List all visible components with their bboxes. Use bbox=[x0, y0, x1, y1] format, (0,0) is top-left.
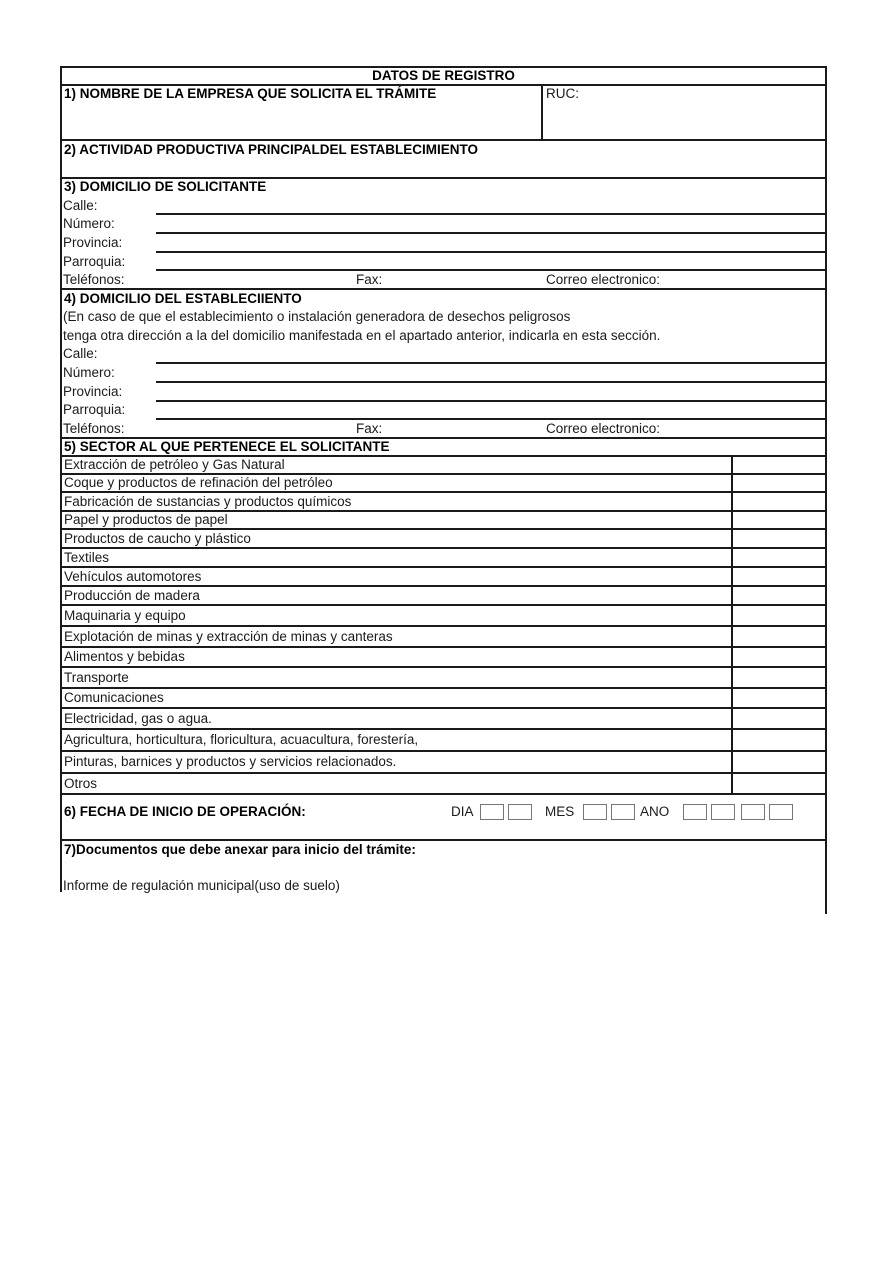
sector-row bbox=[61, 751, 826, 773]
sector-label: Vehículos automotores bbox=[64, 569, 202, 584]
sector-row bbox=[61, 729, 826, 751]
sector-label: Explotación de minas y extracción de minas y canteras bbox=[64, 629, 393, 644]
sector-label: Producción de madera bbox=[64, 588, 200, 603]
sector-row bbox=[61, 529, 826, 548]
divider bbox=[61, 288, 827, 290]
required-document-item: Informe de regulación municipal(uso de suelo) bbox=[63, 878, 340, 893]
establishment-provincia-field[interactable] bbox=[156, 400, 826, 402]
sector-row bbox=[61, 626, 826, 647]
sector-label: Productos de caucho y plástico bbox=[64, 531, 251, 546]
divider bbox=[61, 139, 827, 141]
section-4-note-line-2: tenga otra dirección a la del domicilio manifestada en el apartado anterior, indicarla en esta sección. bbox=[63, 328, 661, 343]
sector-label: Papel y productos de papel bbox=[64, 512, 228, 527]
sector-label: Transporte bbox=[64, 670, 129, 685]
sector-checkbox-cell[interactable] bbox=[732, 567, 826, 586]
sector-row bbox=[61, 688, 826, 708]
sector-label: Pinturas, barnices y productos y servicios relacionados. bbox=[64, 754, 397, 769]
ano-digit-2[interactable] bbox=[711, 804, 735, 820]
section-3-label: 3) DOMICILIO DE SOLICITANTE bbox=[64, 179, 267, 194]
applicant-parroquia-field[interactable] bbox=[156, 269, 826, 271]
sector-checkbox-cell[interactable] bbox=[732, 751, 826, 773]
sector-checkbox-cell[interactable] bbox=[732, 605, 826, 626]
applicant-parroquia-label: Parroquia: bbox=[63, 254, 126, 269]
company-name-field[interactable] bbox=[63, 104, 539, 138]
applicant-fax-label: Fax: bbox=[356, 272, 383, 287]
sector-checkbox-cell[interactable] bbox=[732, 626, 826, 647]
sector-label: Maquinaria y equipo bbox=[64, 608, 186, 623]
establishment-parroquia-field[interactable] bbox=[156, 418, 826, 420]
ano-digit-4[interactable] bbox=[769, 804, 793, 820]
ruc-divider bbox=[541, 85, 543, 140]
sector-checkbox-cell[interactable] bbox=[732, 529, 826, 548]
establishment-calle-field[interactable] bbox=[156, 362, 826, 364]
sector-checkbox-cell[interactable] bbox=[732, 492, 826, 511]
sector-label: Coque y productos de refinación del petróleo bbox=[64, 475, 333, 490]
section-5-label: 5) SECTOR AL QUE PERTENECE EL SOLICITANTE bbox=[64, 439, 390, 454]
applicant-telefonos-label: Teléfonos: bbox=[63, 272, 125, 287]
applicant-provincia-label: Provincia: bbox=[63, 235, 123, 250]
sector-label: Otros bbox=[64, 776, 98, 791]
dia-digit-2[interactable] bbox=[508, 804, 532, 820]
checkbox-column-divider bbox=[731, 456, 733, 794]
sector-checkbox-cell[interactable] bbox=[732, 511, 826, 529]
section-7-label: 7)Documentos que debe anexar para inicio del trámite: bbox=[64, 842, 416, 857]
mes-label: MES bbox=[545, 804, 575, 819]
dia-label: DIA bbox=[451, 804, 474, 819]
divider bbox=[61, 839, 827, 841]
ruc-label: RUC: bbox=[546, 86, 579, 101]
sector-checkbox-cell[interactable] bbox=[732, 474, 826, 492]
sector-row bbox=[61, 667, 826, 688]
sector-row bbox=[61, 492, 826, 511]
sector-row bbox=[61, 773, 826, 794]
applicant-provincia-field[interactable] bbox=[156, 251, 826, 253]
establishment-calle-label: Calle: bbox=[63, 346, 98, 361]
sector-checkbox-cell[interactable] bbox=[732, 456, 826, 474]
sector-label: Textiles bbox=[64, 550, 110, 565]
section-6-label: 6) FECHA DE INICIO DE OPERACIÓN: bbox=[64, 804, 306, 819]
sector-label: Agricultura, horticultura, floricultura, acuacultura, forestería, bbox=[64, 732, 419, 747]
applicant-calle-label: Calle: bbox=[63, 198, 98, 213]
main-activity-field[interactable] bbox=[63, 159, 823, 176]
establishment-provincia-label: Provincia: bbox=[63, 384, 123, 399]
sector-row bbox=[61, 548, 826, 567]
section-2-label: 2) ACTIVIDAD PRODUCTIVA PRINCIPALDEL ESTABLECIMIENTO bbox=[64, 142, 479, 157]
sector-checkbox-cell[interactable] bbox=[732, 688, 826, 708]
applicant-numero-field[interactable] bbox=[156, 232, 826, 234]
establishment-numero-field[interactable] bbox=[156, 381, 826, 383]
sector-checkbox-cell[interactable] bbox=[732, 586, 826, 605]
form-title: DATOS DE REGISTRO bbox=[372, 68, 515, 83]
mes-digit-2[interactable] bbox=[611, 804, 635, 820]
section-4-label: 4) DOMICILIO DEL ESTABLECIIENTO bbox=[64, 291, 302, 306]
sector-checkbox-cell[interactable] bbox=[732, 708, 826, 729]
establishment-parroquia-label: Parroquia: bbox=[63, 402, 126, 417]
sector-label: Extracción de petróleo y Gas Natural bbox=[64, 457, 285, 472]
sector-label: Alimentos y bebidas bbox=[64, 649, 185, 664]
establishment-telefonos-label: Teléfonos: bbox=[63, 421, 125, 436]
sector-checkbox-cell[interactable] bbox=[732, 647, 826, 667]
ano-digit-3[interactable] bbox=[741, 804, 765, 820]
divider bbox=[61, 793, 827, 795]
sector-label: Fabricación de sustancias y productos químicos bbox=[64, 494, 352, 509]
sector-label: Electricidad, gas o agua. bbox=[64, 711, 212, 726]
sector-row bbox=[61, 567, 826, 586]
section-1-label: 1) NOMBRE DE LA EMPRESA QUE SOLICITA EL TRÁMITE bbox=[64, 86, 437, 101]
ano-digit-1[interactable] bbox=[683, 804, 707, 820]
sector-checkbox-cell[interactable] bbox=[732, 729, 826, 751]
establishment-numero-label: Número: bbox=[63, 365, 115, 380]
dia-digit-1[interactable] bbox=[480, 804, 504, 820]
establishment-fax-label: Fax: bbox=[356, 421, 383, 436]
sector-label: Comunicaciones bbox=[64, 690, 164, 705]
sector-row bbox=[61, 511, 826, 529]
ruc-field[interactable] bbox=[545, 104, 823, 138]
sector-row bbox=[61, 647, 826, 667]
applicant-numero-label: Número: bbox=[63, 216, 115, 231]
section-4-note-line-1: (En caso de que el establecimiento o instalación generadora de desechos peligrosos bbox=[63, 309, 571, 324]
sector-row bbox=[61, 586, 826, 605]
establishment-email-label: Correo electronico: bbox=[546, 421, 661, 436]
applicant-calle-field[interactable] bbox=[156, 213, 826, 215]
sector-row bbox=[61, 708, 826, 729]
mes-digit-1[interactable] bbox=[583, 804, 607, 820]
ano-label: ANO bbox=[640, 804, 670, 819]
sector-checkbox-cell[interactable] bbox=[732, 773, 826, 794]
sector-checkbox-cell[interactable] bbox=[732, 667, 826, 688]
applicant-email-label: Correo electronico: bbox=[546, 272, 661, 287]
sector-row bbox=[61, 474, 826, 492]
sector-row bbox=[61, 605, 826, 626]
sector-checkbox-cell[interactable] bbox=[732, 548, 826, 567]
sector-row bbox=[61, 456, 826, 474]
